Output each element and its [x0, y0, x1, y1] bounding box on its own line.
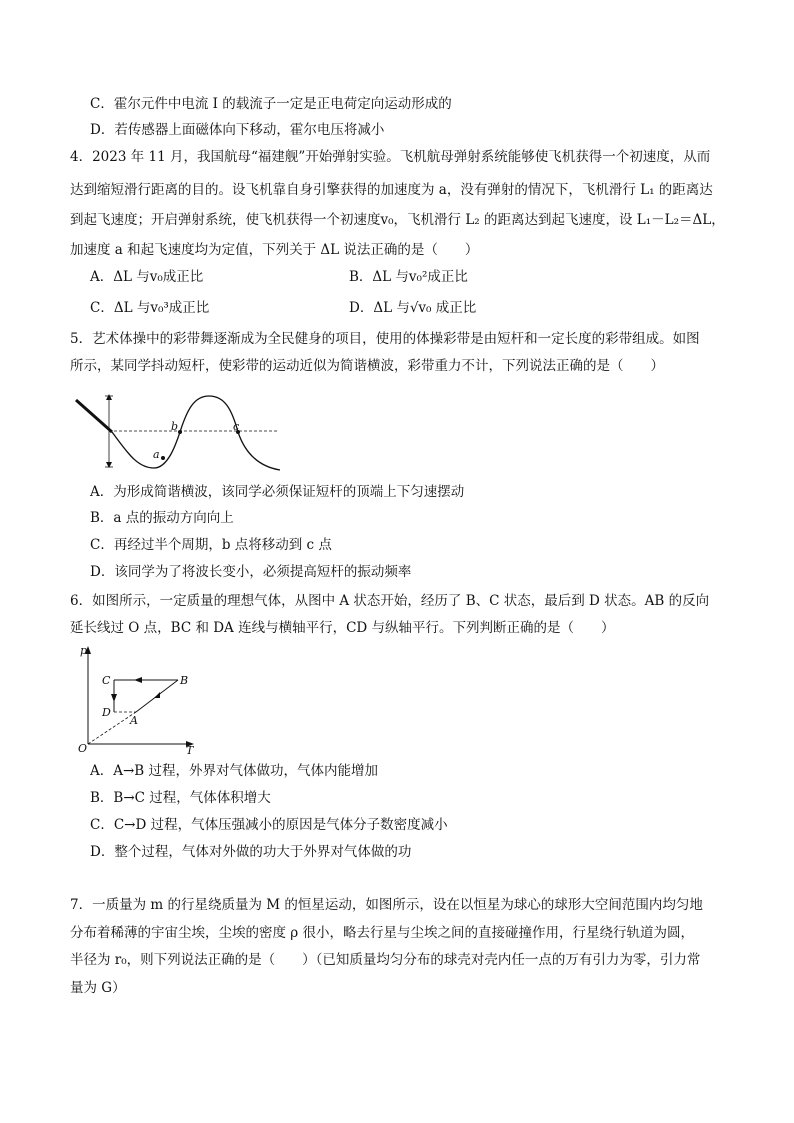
q5-stem-line1: 5．艺术体操中的彩带舞逐渐成为全民健身的项目，使用的体操彩带是由短杆和一定长度的彩带组成。如图 [70, 331, 700, 347]
state-d-label: D [102, 706, 111, 719]
label-b: b [171, 420, 179, 433]
origin-label: O [78, 742, 88, 755]
ab-extension-line [88, 712, 136, 744]
ribbon-wave-figure [72, 388, 292, 474]
q7-stem-line2: 分布着稀薄的宇宙尘埃，尘埃的密度 ρ 很小，略去行星与尘埃之间的直接碰撞作用，行星绕行轨道为圆， [70, 925, 695, 941]
q4-stem-line4: 加速度 a 和起飞速度均为定值，下列关于 ΔL 说法正确的是（ ） [70, 242, 479, 258]
label-c: c [233, 420, 240, 433]
q5-option-c: C．再经过半个周期，b 点将移动到 c 点 [90, 537, 332, 553]
q5-option-d: D．该同学为了将波长变小，必须提高短杆的振动频率 [90, 564, 412, 580]
label-a: a [153, 448, 160, 461]
q7-stem-line4: 量为 G） [70, 980, 126, 996]
state-c-label: C [102, 674, 111, 687]
short-stick [76, 400, 112, 432]
q6-option-a: A．A→B 过程，外界对气体做功，气体内能增加 [90, 763, 379, 779]
state-b-label: B [180, 674, 189, 687]
q5-option-b: B．a 点的振动方向向上 [90, 510, 234, 526]
point-b [178, 430, 182, 434]
q7-stem-line3: 半径为 r₀，则下列说法正确的是（ ）（已知质量均匀分布的球壳对壳内任一点的万有引力为零，引力常 [70, 952, 701, 968]
q6-stem-line1: 6．如图所示，一定质量的理想气体，从图中 A 状态开始，经历了 B、C 状态，最后到 D 状态。AB 的反向 [70, 593, 710, 609]
q6-option-d: D．整个过程，气体对外做的功大于外界对气体做的功 [90, 844, 412, 860]
q4-option-d: D．ΔL 与√v₀ 成正比 [349, 300, 477, 316]
q6-option-c: C．C→D 过程，气体压强减小的原因是气体分子数密度减小 [90, 817, 448, 833]
state-a-label: A [130, 714, 138, 727]
q5-stem-line2: 所示，某同学抖动短杆，使彩带的运动近似为简谐横波，彩带重力不计，下列说法正确的是（ ） [70, 358, 664, 374]
q7-stem-line1: 7．一质量为 m 的行星绕质量为 M 的恒星运动，如图所示，设在以恒星为球心的球形大空间范围内均匀地 [70, 897, 703, 913]
point-a [161, 456, 165, 460]
q3-option-d: D．若传感器上面磁体向下移动，霍尔电压将减小 [90, 122, 385, 138]
q4-stem-line2: 达到缩短滑行距离的目的。设飞机靠自身引擎获得的加速度为 a，没有弹射的情况下，飞机滑行 L₁ 的距离达 [70, 182, 713, 198]
q4-stem-line3: 到起飞速度；开启弹射系统，使飞机获得一个初速度v₀，飞机滑行 L₂ 的距离达到起飞速度，设 L₁－L₂＝ΔL， [70, 212, 725, 228]
q5-option-a: A．为形成简谐横波，该同学必须保证短杆的顶端上下匀速摆动 [90, 484, 465, 500]
q6-option-b: B．B→C 过程，气体体积增大 [90, 790, 271, 806]
p-t-diagram [74, 640, 200, 755]
q4-option-b: B．ΔL 与v₀²成正比 [349, 269, 468, 285]
q4-option-c: C．ΔL 与v₀³成正比 [90, 300, 210, 316]
q6-stem-line2: 延长线过 O 点，BC 和 DA 连线与横轴平行，CD 与纵轴平行。下列判断正确的是（ ） [70, 620, 615, 636]
axis-p-label: p [80, 644, 88, 657]
axis-t-label: T [186, 744, 194, 755]
q4-stem-line1: 4．2023 年 11 月，我国航母“福建舰”开始弹射实验。飞机航母弹射系统能够使飞机获得一个初速度，从而 [70, 149, 711, 165]
q4-option-a: A．ΔL 与v₀成正比 [90, 269, 204, 285]
q3-option-c: C．霍尔元件中电流 I 的载流子一定是正电荷定向运动形成的 [90, 96, 452, 112]
ribbon-wave [112, 396, 280, 470]
